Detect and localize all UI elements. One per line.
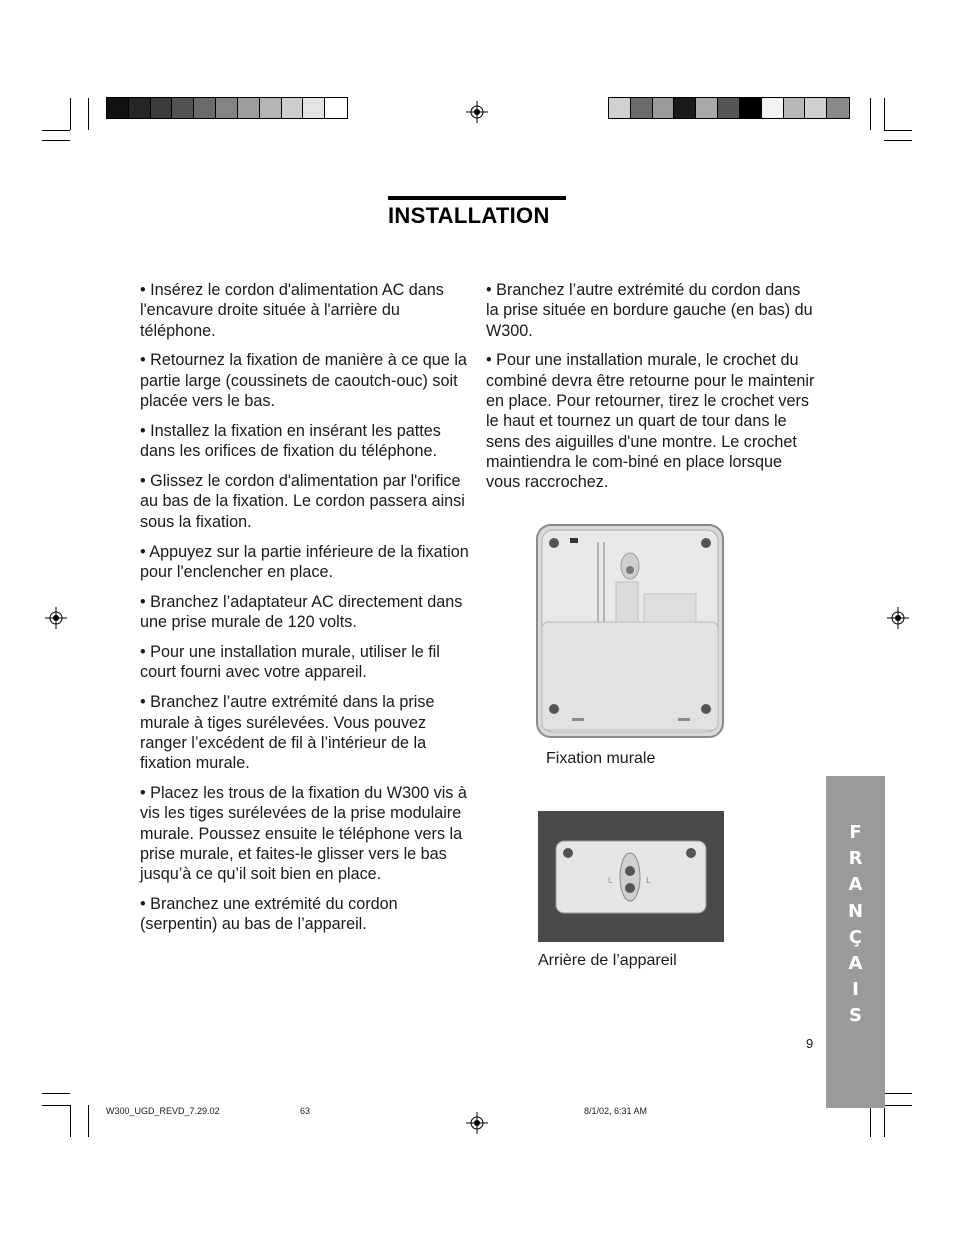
color-swatch bbox=[303, 98, 325, 118]
color-swatch bbox=[609, 98, 631, 118]
color-swatch bbox=[194, 98, 216, 118]
color-swatch bbox=[740, 98, 762, 118]
crop-mark bbox=[42, 140, 70, 141]
left-column bbox=[140, 280, 475, 944]
footer-page: 63 bbox=[300, 1106, 311, 1116]
footer-filename: W300_UGD_REVD_7.29.02 bbox=[106, 1106, 220, 1116]
instruction-paragraph: • Branchez une extrémité du cordon (serpentin) au bas de l’appareil. bbox=[140, 895, 398, 934]
instruction-paragraph: • Retournez la fixation de manière à ce que la partie large (coussinets de caoutch-ouc) soit placée vers le bas. bbox=[140, 351, 467, 411]
side-tab-letter: A bbox=[848, 874, 863, 896]
crop-mark bbox=[70, 1105, 71, 1137]
svg-text:L: L bbox=[646, 876, 651, 885]
instruction-paragraph: • Pour une installation murale, utiliser le fil court fourni avec votre appareil. bbox=[140, 643, 440, 682]
side-tab-letter: Ç bbox=[848, 926, 863, 948]
instruction-paragraph: • Branchez l’autre extrémité du cordon dans la prise située en bordure gauche (en bas) du W300. bbox=[486, 281, 813, 340]
page-number: 9 bbox=[806, 1036, 814, 1051]
unit-back-caption: Arrière de l’appareil bbox=[538, 952, 677, 969]
color-swatch bbox=[827, 98, 849, 118]
side-tab-letter: R bbox=[848, 848, 863, 870]
crop-mark bbox=[884, 98, 885, 130]
color-swatch bbox=[260, 98, 282, 118]
footer-date: 8/1/02, 6:31 AM bbox=[584, 1106, 648, 1116]
registration-mark-icon bbox=[466, 101, 488, 123]
crop-mark bbox=[884, 130, 912, 131]
crop-mark bbox=[42, 130, 70, 131]
side-tab-letter: S bbox=[849, 1005, 862, 1027]
wall-mount-photo bbox=[534, 522, 726, 740]
color-swatch bbox=[129, 98, 151, 118]
wall-mount-caption: Fixation murale bbox=[546, 750, 656, 767]
color-swatch bbox=[238, 98, 260, 118]
color-swatch bbox=[631, 98, 653, 118]
color-swatch bbox=[172, 98, 194, 118]
registration-mark-icon bbox=[887, 607, 909, 629]
color-swatch bbox=[282, 98, 304, 118]
instruction-paragraph: • Placez les trous de la fixation du W300 vis à vis les tiges surélevées de la prise modulaire murale. Poussez ensuite le téléphone vers la prise murale, et faites-le glisser vers le bas jusqu’à ce qu’il soit bien en place. bbox=[140, 783, 467, 884]
color-swatch bbox=[805, 98, 827, 118]
side-tab-letter: F bbox=[849, 822, 862, 843]
side-tab-letter: N bbox=[847, 900, 864, 922]
instruction-paragraph: • Pour une installation murale, le crochet du combiné devra être retourne pour le maintenir en place. Pour retourner, tirez le crochet vers le haut et tournez un quart de tour dans le sens des aiguilles d'une montre. Le crochet maintiendra le com-biné en place lorsque vous raccrochez. bbox=[486, 351, 815, 492]
instruction-paragraph: • Appuyez sur la partie inférieure de la fixation pour l'enclencher en place. bbox=[140, 542, 469, 581]
instruction-paragraph: • Branchez l’adaptateur AC directement dans une prise murale de 120 volts. bbox=[140, 592, 463, 632]
color-bar-left bbox=[106, 97, 348, 119]
instruction-paragraph: • Insérez le cordon d'alimentation AC dans l'encavure droite située à l'arrière du téléphone. bbox=[140, 281, 444, 340]
color-swatch bbox=[107, 98, 129, 118]
color-swatch bbox=[151, 98, 173, 118]
registration-mark-icon bbox=[45, 607, 67, 629]
crop-mark bbox=[42, 1105, 70, 1106]
color-swatch bbox=[762, 98, 784, 118]
color-swatch bbox=[653, 98, 675, 118]
crop-mark bbox=[884, 140, 912, 141]
crop-mark bbox=[88, 98, 89, 130]
color-swatch bbox=[696, 98, 718, 118]
crop-mark bbox=[70, 98, 71, 130]
crop-mark bbox=[42, 1093, 70, 1094]
color-swatch bbox=[718, 98, 740, 118]
instruction-paragraph: • Branchez l’autre extrémité dans la prise murale à tiges surélevées. Vous pouvez ranger l’excédent de fil à l’intérieur de la fixation murale. bbox=[140, 693, 435, 773]
instruction-paragraph: • Installez la fixation en insérant les pattes dans les orifices de fixation du téléphone. bbox=[140, 421, 441, 461]
registration-mark-icon bbox=[466, 1112, 488, 1134]
side-tab-letter: I bbox=[852, 979, 859, 1001]
crop-mark bbox=[884, 1093, 912, 1094]
instruction-paragraph: • Glissez le cordon d'alimentation par l'orifice au bas de la fixation. Le cordon passera ainsi sous la fixation. bbox=[140, 472, 465, 531]
right-column bbox=[486, 280, 816, 502]
color-swatch bbox=[325, 98, 347, 118]
title-rule bbox=[388, 196, 566, 200]
page-title: INSTALLATION bbox=[388, 203, 550, 228]
crop-mark bbox=[870, 1105, 871, 1137]
unit-back-photo bbox=[538, 811, 724, 942]
color-swatch bbox=[216, 98, 238, 118]
crop-mark bbox=[884, 1105, 912, 1106]
crop-mark bbox=[884, 1105, 885, 1137]
color-bar-right bbox=[608, 97, 850, 119]
crop-mark bbox=[870, 98, 871, 130]
svg-text:L: L bbox=[608, 876, 613, 885]
side-tab-letter: A bbox=[848, 953, 863, 975]
crop-mark bbox=[88, 1105, 89, 1137]
language-side-tab bbox=[826, 776, 885, 1108]
color-swatch bbox=[674, 98, 696, 118]
color-swatch bbox=[784, 98, 806, 118]
